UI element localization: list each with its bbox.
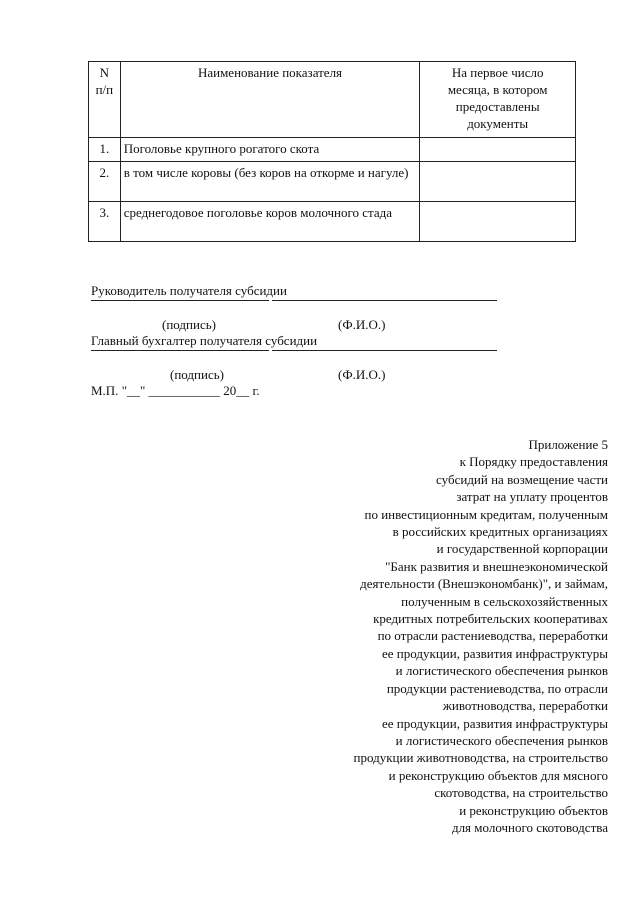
- accountant-name-line: [272, 350, 497, 351]
- accountant-signature-caption: (подпись): [170, 367, 224, 382]
- appendix-line: к Порядку предоставления: [459, 454, 608, 470]
- head-signature-line: [91, 300, 269, 301]
- table-row: [89, 138, 576, 162]
- appendix-line: для молочного скотоводства: [451, 819, 608, 835]
- row-indicator-name: Поголовье крупного рогатого скота: [120, 138, 420, 162]
- header-number: N п/п: [89, 62, 121, 138]
- appendix-line: и реконструкцию объектов: [459, 802, 608, 818]
- appendix-line: по инвестиционным кредитам, полученным: [364, 506, 608, 522]
- appendix-line: и реконструкцию объектов для мясного: [388, 767, 608, 783]
- appendix-line: продукции растениеводства, по отрасли: [386, 680, 608, 696]
- head-signature-caption: (подпись): [162, 317, 216, 332]
- head-label: Руководитель получателя субсидии: [91, 283, 287, 298]
- appendix-line: "Банк развития и внешнеэкономической: [385, 558, 608, 574]
- appendix-header: [278, 436, 608, 836]
- appendix-line: скотоводства, на строительство: [434, 785, 608, 801]
- header-first-day-of-month: На первое число месяца, в котором предоставлены документы: [420, 62, 576, 138]
- appendix-line: по отрасли растениеводства, переработки: [377, 628, 608, 644]
- row-number: 2.: [89, 162, 121, 202]
- appendix-line: в российских кредитных организациях: [392, 524, 608, 540]
- row-indicator-name: среднегодовое поголовье коров молочного стада: [120, 202, 420, 242]
- table-header-row: [89, 62, 576, 138]
- row-number: 3.: [89, 202, 121, 242]
- table-row: [89, 162, 576, 202]
- indicators-table: [88, 61, 576, 242]
- appendix-line: и государственной корпорации: [436, 541, 608, 557]
- appendix-line: и логистического обеспечения рынков: [395, 663, 608, 679]
- appendix-line: ее продукции, развития инфраструктуры: [382, 645, 608, 661]
- accountant-label: Главный бухгалтер получателя субсидии: [91, 333, 318, 348]
- appendix-line: ее продукции, развития инфраструктуры: [382, 715, 608, 731]
- appendix-line: Приложение 5: [528, 437, 608, 452]
- row-value: [420, 202, 576, 242]
- row-value: [420, 138, 576, 162]
- row-number: 1.: [89, 138, 121, 162]
- appendix-line: деятельности (Внешэкономбанк)", и займам,: [360, 576, 608, 592]
- appendix-line: животноводства, переработки: [442, 698, 608, 714]
- table-row: [89, 202, 576, 242]
- appendix-line: и логистического обеспечения рынков: [395, 732, 608, 748]
- head-name-line: [272, 300, 497, 301]
- appendix-line: кредитных потребительских кооперативах: [373, 611, 608, 627]
- row-indicator-name: в том числе коровы (без коров на откорме и нагуле): [120, 162, 420, 202]
- stamp-date-line: М.П. "__" ___________ 20__ г.: [91, 383, 260, 398]
- appendix-line: продукции животноводства, на строительство: [353, 750, 608, 766]
- appendix-line: затрат на уплату процентов: [456, 489, 608, 505]
- appendix-line: полученным в сельскохозяйственных: [401, 593, 608, 609]
- row-value: [420, 162, 576, 202]
- accountant-name-caption: (Ф.И.О.): [338, 367, 386, 382]
- appendix-line: субсидий на возмещение части: [436, 471, 608, 487]
- head-name-caption: (Ф.И.О.): [338, 317, 386, 332]
- header-indicator-name: Наименование показателя: [120, 62, 420, 138]
- accountant-signature-line: [91, 350, 269, 351]
